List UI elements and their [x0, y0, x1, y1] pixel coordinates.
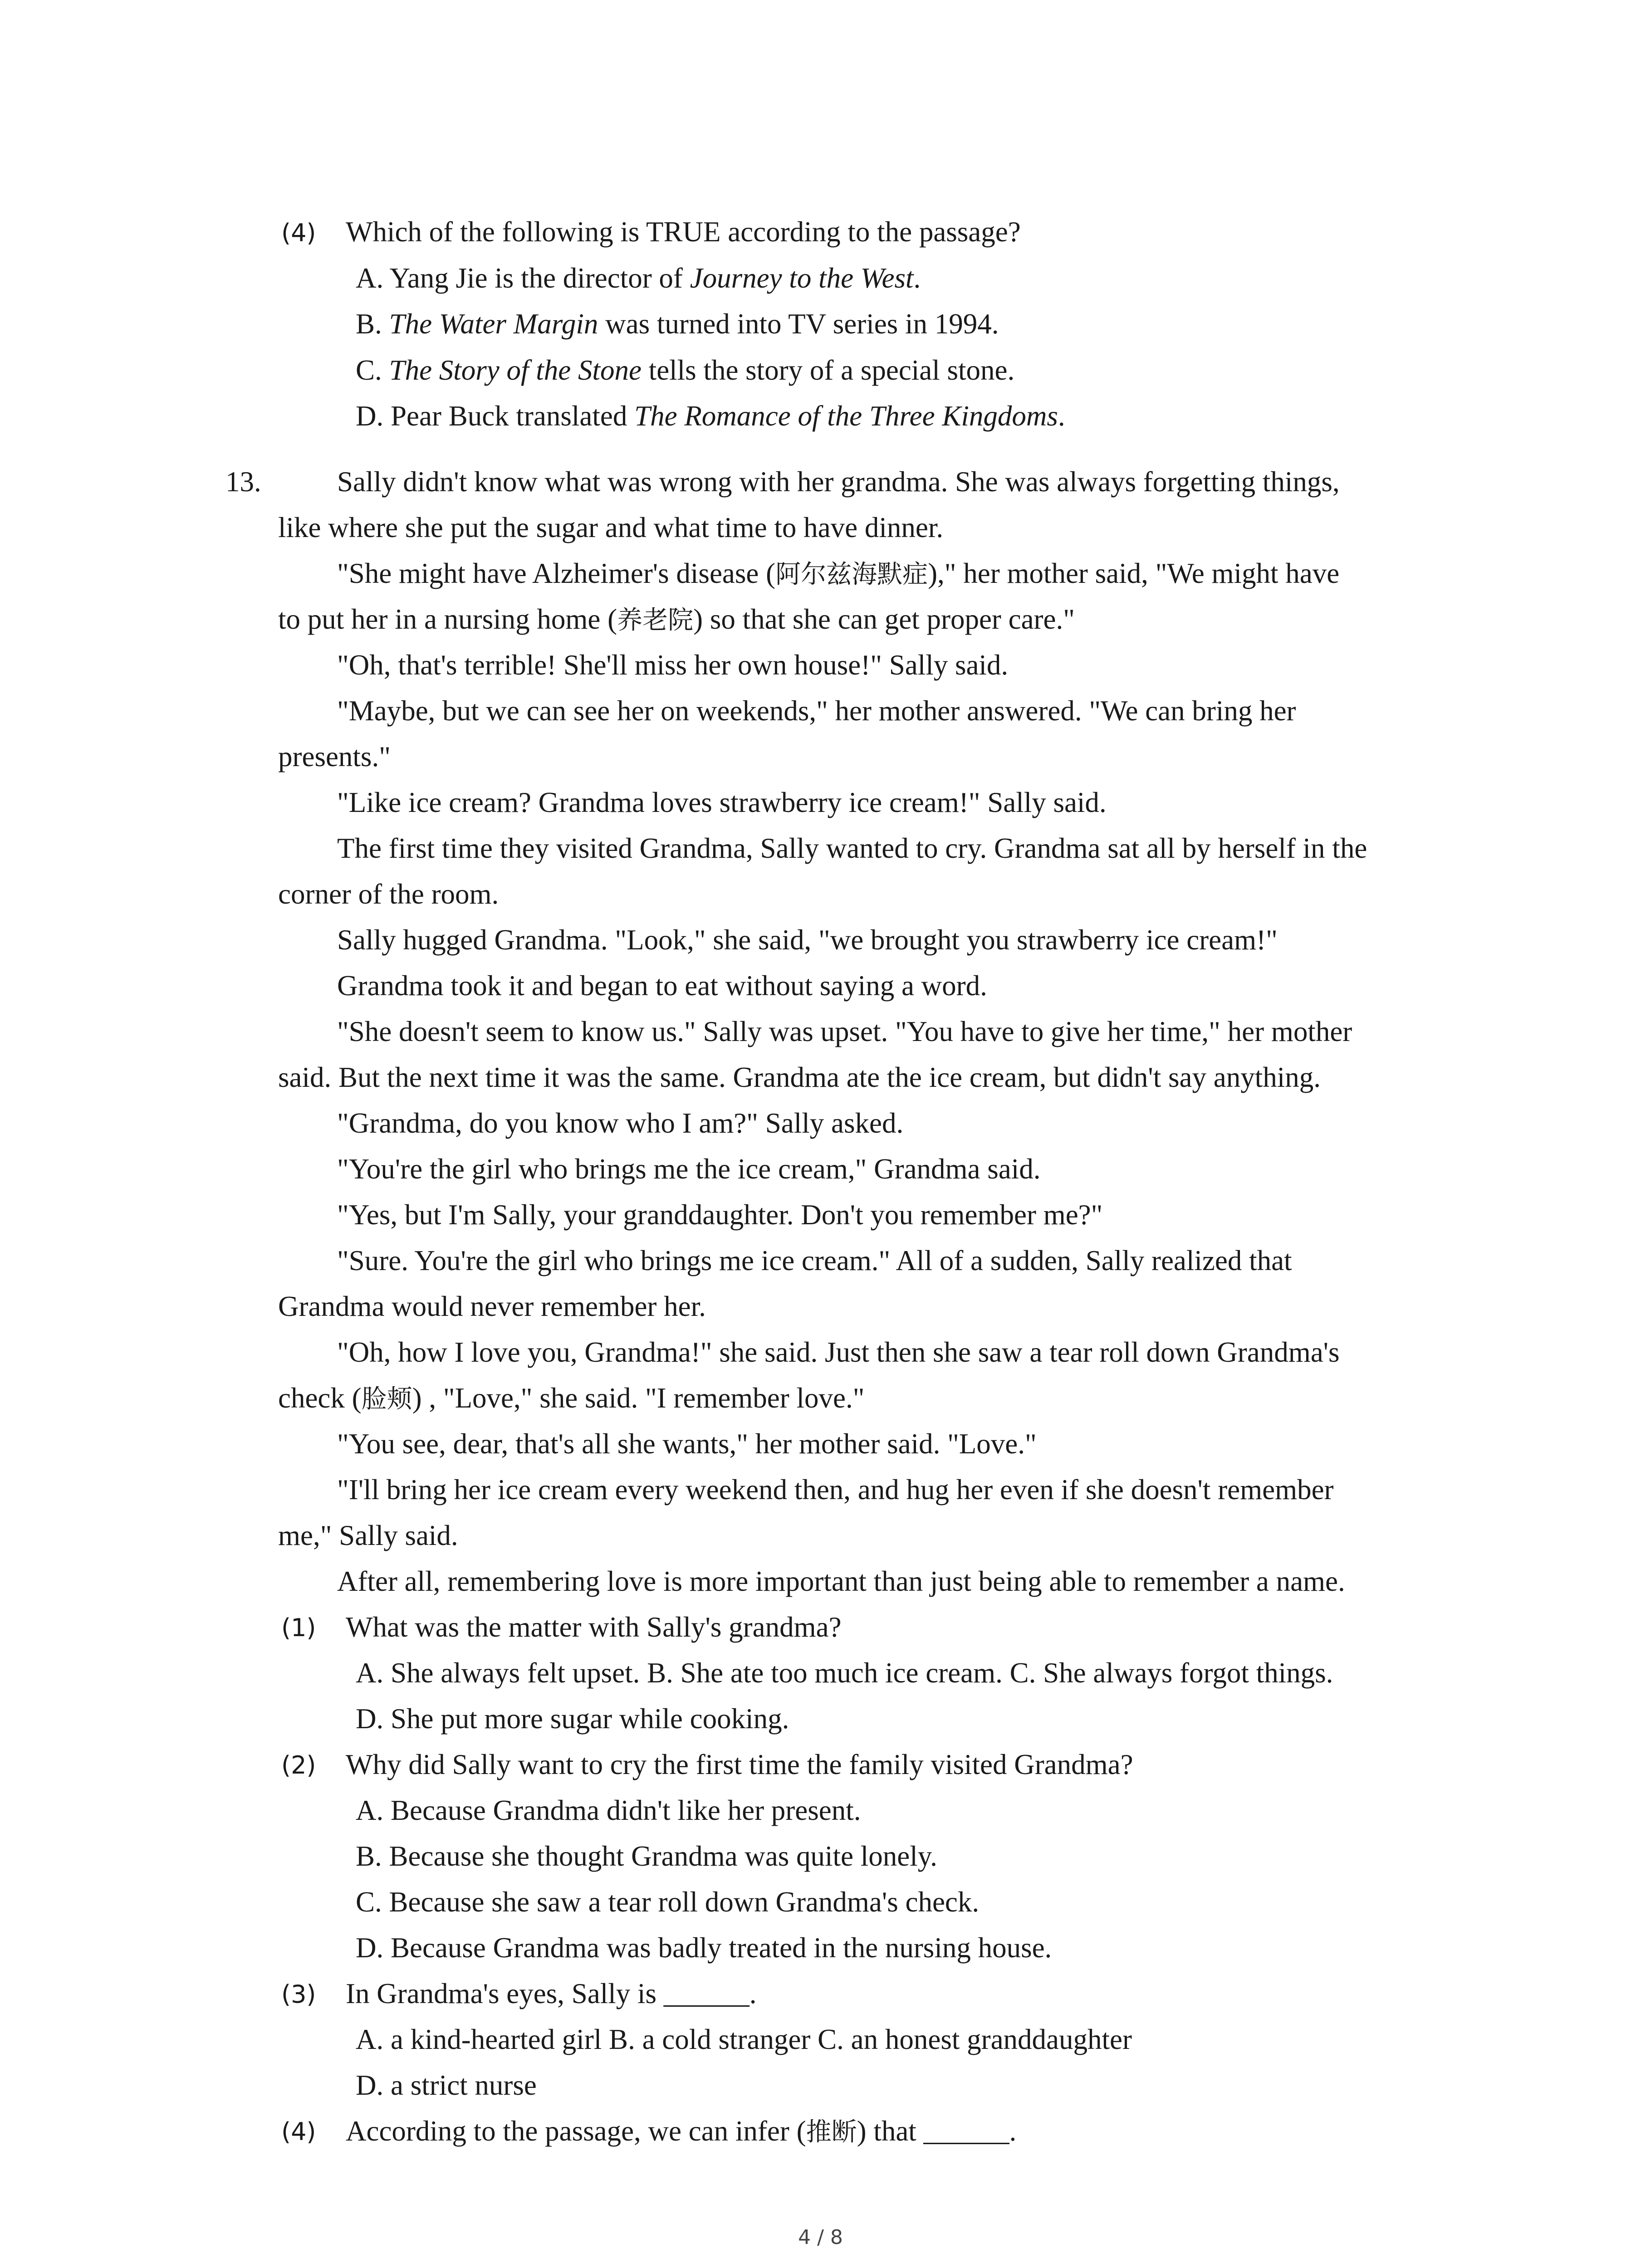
question-number: (1) — [281, 1613, 316, 1642]
question-stem: What was the matter with Sally's grandma? — [346, 1611, 842, 1643]
question-number: (4) — [281, 2117, 316, 2146]
question-stem: Why did Sally want to cry the first time the family visited Grandma? — [346, 1749, 1133, 1780]
chinese-gloss: 推断 — [806, 2117, 857, 2147]
passage-line: Sally didn't know what was wrong with her grandma. She was always forgetting things, — [337, 466, 1340, 498]
option-d: D. Pear Buck translated The Romance of the Three Kingdoms. — [356, 400, 1065, 432]
passage-line: "You see, dear, that's all she wants," her mother said. "Love." — [337, 1428, 1037, 1460]
option-b: B. Because she thought Grandma was quite lonely. — [356, 1840, 937, 1872]
question-number: (3) — [281, 1980, 316, 2009]
question-number: (2) — [281, 1751, 316, 1779]
passage-line: check (脸颊) , "Love," she said. "I remember love." — [278, 1382, 865, 1414]
passage-line: Grandma took it and began to eat without saying a word. — [337, 970, 987, 1002]
options-line: A. She always felt upset. B. She ate too much ice cream. C. She always forgot things. — [356, 1657, 1333, 1689]
passage-line: "Grandma, do you know who I am?" Sally asked. — [337, 1107, 904, 1139]
book-title: The Romance of the Three Kingdoms — [634, 400, 1058, 432]
passage-line: me," Sally said. — [278, 1520, 458, 1551]
question-number: (4) — [281, 219, 316, 247]
page-number: 4 / 8 — [798, 2226, 843, 2249]
passage-line: The first time they visited Grandma, Sally wanted to cry. Grandma sat all by herself in the — [337, 832, 1367, 864]
passage-line: Sally hugged Grandma. "Look," she said, "we brought you strawberry ice cream!" — [337, 924, 1278, 956]
passage-line: "Like ice cream? Grandma loves strawberry ice cream!" Sally said. — [337, 787, 1107, 818]
passage-line: "Sure. You're the girl who brings me ice cream." All of a sudden, Sally realized that — [337, 1245, 1292, 1276]
option-d: D. a strict nurse — [356, 2069, 537, 2101]
option-d: D. She put more sugar while cooking. — [356, 1703, 789, 1735]
passage-line: "Oh, that's terrible! She'll miss her own house!" Sally said. — [337, 649, 1009, 681]
book-title: Journey to the West — [690, 262, 914, 294]
book-title: The Story of the Stone — [389, 354, 642, 386]
passage-line: After all, remembering love is more important than just being able to remember a name. — [337, 1565, 1345, 1597]
book-title: The Water Margin — [389, 308, 598, 340]
passage-line: corner of the room. — [278, 878, 499, 910]
passage-line: presents." — [278, 741, 391, 772]
options-line: A. a kind-hearted girl B. a cold stranger C. an honest granddaughter — [356, 2024, 1132, 2055]
passage-line: "She might have Alzheimer's disease (阿尔兹海默症)," her mother said, "We might have — [337, 557, 1340, 589]
option-b: B. The Water Margin was turned into TV series in 1994. — [356, 308, 999, 340]
passage-line: "Yes, but I'm Sally, your granddaughter. Don't you remember me?" — [337, 1199, 1103, 1231]
option-a: A. Yang Jie is the director of Journey to the West. — [356, 262, 921, 294]
passage-line: Grandma would never remember her. — [278, 1290, 706, 1322]
question-stem: In Grandma's eyes, Sally is ______. — [346, 1978, 757, 2009]
option-c: C. The Story of the Stone tells the story of a special stone. — [356, 354, 1015, 386]
passage-line: "Maybe, but we can see her on weekends," her mother answered. "We can bring her — [337, 695, 1296, 727]
passage-line: to put her in a nursing home (养老院) so that she can get proper care." — [278, 603, 1075, 635]
option-d: D. Because Grandma was badly treated in the nursing house. — [356, 1932, 1052, 1964]
question-stem: According to the passage, we can infer (推断) that ______. — [346, 2115, 1017, 2147]
passage-line: "I'll bring her ice cream every weekend then, and hug her even if she doesn't remember — [337, 1474, 1334, 1505]
passage-line: "She doesn't seem to know us." Sally was upset. "You have to give her time," her mother — [337, 1016, 1352, 1047]
chinese-gloss: 阿尔兹海默症 — [775, 560, 928, 589]
option-a: A. Because Grandma didn't like her present. — [356, 1794, 861, 1826]
chinese-gloss: 养老院 — [617, 606, 694, 635]
passage-line: like where she put the sugar and what time to have dinner. — [278, 512, 944, 543]
passage-line: said. But the next time it was the same. Grandma ate the ice cream, but didn't say anything. — [278, 1061, 1321, 1093]
question-number-13: 13. — [225, 466, 261, 498]
chinese-gloss: 脸颊 — [361, 1384, 412, 1414]
passage-line: "You're the girl who brings me the ice cream," Grandma said. — [337, 1153, 1041, 1185]
passage-line: "Oh, how I love you, Grandma!" she said. Just then she saw a tear roll down Grandma's — [337, 1336, 1340, 1368]
option-c: C. Because she saw a tear roll down Grandma's check. — [356, 1886, 980, 1918]
question-stem: Which of the following is TRUE according to the passage? — [346, 216, 1021, 248]
